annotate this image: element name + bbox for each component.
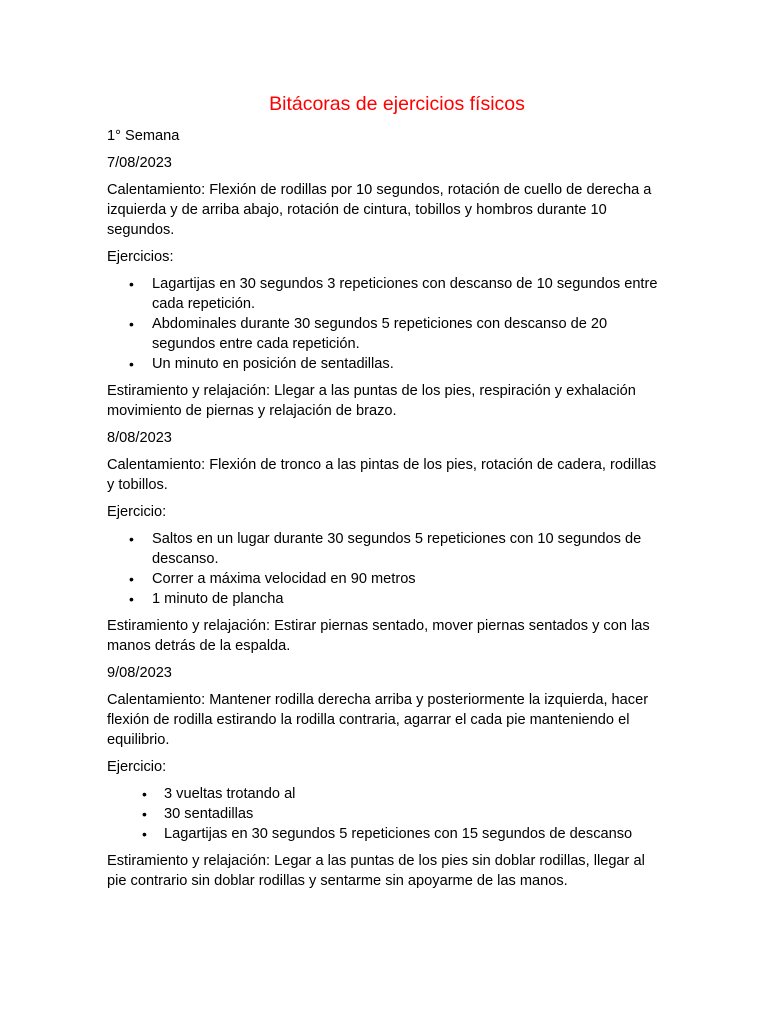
list-item (107, 354, 667, 374)
exercise-list (107, 274, 667, 374)
list-item-text: Abdominales durante 30 segundos 5 repeticiones con descanso de 20 segundos entre cada repetición. (152, 316, 608, 352)
bullet-icon: • (129, 571, 134, 587)
list-item-text: Lagartijas en 30 segundos 3 repeticiones con descanso de 10 segundos entre cada repetición. (152, 276, 658, 312)
stretch-paragraph: Estiramiento y relajación: Llegar a las puntas de los pies, respiración y exhalación movimiento de piernas y relajación de brazo. (107, 383, 636, 419)
list-item (107, 804, 667, 824)
week-label: 1° Semana (107, 128, 180, 144)
bullet-icon: • (142, 826, 147, 842)
warmup-paragraph: Calentamiento: Flexión de tronco a las pintas de los pies, rotación de cadera, rodillas y tobillos. (107, 457, 657, 493)
list-item-text: 1 minuto de plancha (152, 591, 284, 607)
day-date: 8/08/2023 (107, 430, 172, 446)
day-date: 7/08/2023 (107, 155, 172, 171)
warmup-paragraph: Calentamiento: Flexión de rodillas por 10 segundos, rotación de cuello de derecha a izquierda y de arriba abajo, rotación de cintura, tobillos y hombros durante 10 segundos. (107, 182, 652, 238)
exercises-label: Ejercicios: (107, 249, 174, 265)
stretch-paragraph: Estiramiento y relajación: Legar a las puntas de los pies sin doblar rodillas, llegar al pie contrario sin doblar rodillas y sentarme sin apoyarme de las manos. (107, 853, 645, 889)
list-item-text: Correr a máxima velocidad en 90 metros (152, 571, 416, 587)
bullet-icon: • (142, 806, 147, 822)
exercise-list (107, 529, 667, 609)
exercises-label: Ejercicio: (107, 759, 167, 775)
list-item (107, 784, 667, 804)
list-item (107, 824, 667, 844)
list-item-text: Lagartijas en 30 segundos 5 repeticiones con 15 segundos de descanso (164, 826, 633, 842)
exercises-label: Ejercicio: (107, 504, 167, 520)
bullet-icon: • (129, 276, 134, 292)
list-item-text: Saltos en un lugar durante 30 segundos 5 repeticiones con 10 segundos de descanso. (152, 531, 642, 567)
bullet-icon: • (129, 316, 134, 332)
exercise-list (107, 784, 667, 844)
day-date: 9/08/2023 (107, 665, 172, 681)
list-item (107, 589, 667, 609)
list-item-text: Un minuto en posición de sentadillas. (152, 356, 394, 372)
stretch-paragraph: Estiramiento y relajación: Estirar piernas sentado, mover piernas sentados y con las manos detrás de la espalda. (107, 618, 650, 654)
list-item (107, 314, 667, 354)
bullet-icon: • (129, 356, 134, 372)
list-item-text: 30 sentadillas (164, 806, 254, 822)
bullet-icon: • (142, 786, 147, 802)
document-title: Bitácoras de ejercicios físicos (269, 93, 525, 115)
warmup-paragraph: Calentamiento: Mantener rodilla derecha arriba y posteriormente la izquierda, hacer flexión de rodilla estirando la rodilla contraria, agarrar el cada pie manteniendo el equilibrio. (107, 692, 649, 748)
bullet-icon: • (129, 591, 134, 607)
list-item (107, 274, 667, 314)
document-page (107, 92, 667, 898)
bullet-icon: • (129, 531, 134, 547)
list-item (107, 569, 667, 589)
list-item-text: 3 vueltas trotando al (164, 786, 296, 802)
list-item (107, 529, 667, 569)
